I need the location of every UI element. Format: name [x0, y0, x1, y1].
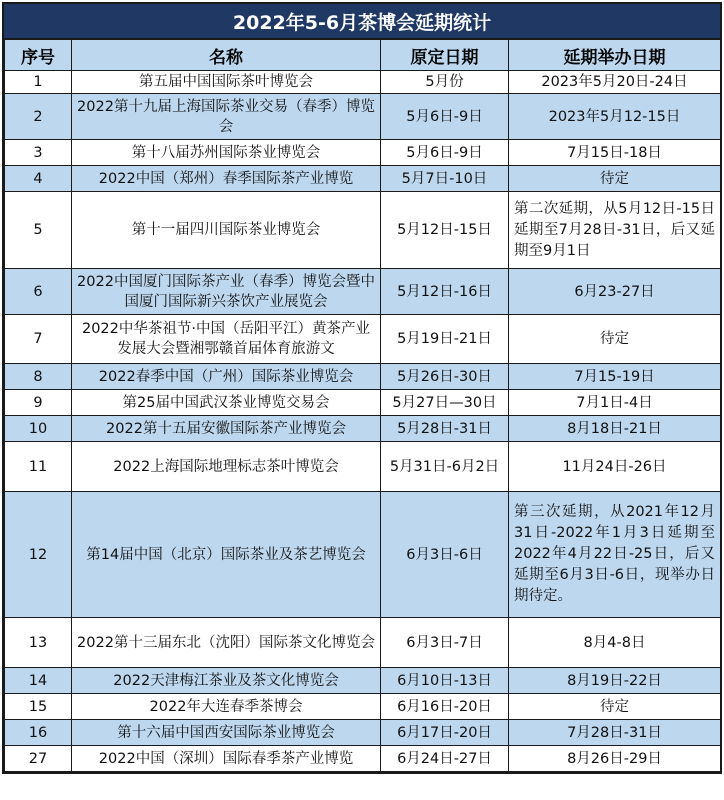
cell-original-date: 5月6日-9日	[381, 94, 509, 140]
table-row	[5, 166, 721, 192]
table-row	[5, 364, 721, 390]
cell-new-date: 待定	[509, 694, 721, 720]
cell-new-date: 2023年5月12-15日	[509, 94, 721, 140]
cell-name: 第五届中国国际茶叶博览会	[72, 71, 381, 94]
table-row	[5, 668, 721, 694]
header-name: 名称	[72, 40, 381, 71]
cell-index: 15	[5, 694, 72, 720]
table-row	[5, 71, 721, 94]
cell-new-date: 11月24日-26日	[509, 442, 721, 492]
table-row	[5, 442, 721, 492]
cell-original-date: 5月26日-30日	[381, 364, 509, 390]
cell-index: 6	[5, 269, 72, 315]
cell-new-date: 待定	[509, 166, 721, 192]
cell-original-date: 5月28日-31日	[381, 416, 509, 442]
cell-name: 第十一届四川国际茶业博览会	[72, 192, 381, 269]
table-row	[5, 618, 721, 668]
cell-new-date: 7月15-19日	[509, 364, 721, 390]
table-row	[5, 720, 721, 746]
cell-index: 27	[5, 746, 72, 772]
cell-name: 2022第十九届上海国际茶业交易（春季）博览会	[72, 94, 381, 140]
cell-original-date: 5月12日-16日	[381, 269, 509, 315]
cell-original-date: 5月27日—30日	[381, 390, 509, 416]
cell-original-date: 6月17日-20日	[381, 720, 509, 746]
cell-new-date: 8月26日-29日	[509, 746, 721, 772]
table-row	[5, 140, 721, 166]
cell-original-date: 5月6日-9日	[381, 140, 509, 166]
cell-index: 14	[5, 668, 72, 694]
cell-name: 2022中国（深圳）国际春季茶产业博览	[72, 746, 381, 772]
cell-index: 16	[5, 720, 72, 746]
table-title: 2022年5-6月茶博会延期统计	[4, 4, 720, 39]
header-new-date: 延期举办日期	[509, 40, 721, 71]
table-row	[5, 416, 721, 442]
cell-original-date: 6月10日-13日	[381, 668, 509, 694]
cell-new-date: 8月4-8日	[509, 618, 721, 668]
cell-name: 2022中国厦门国际茶产业（春季）博览会暨中国厦门国际新兴茶饮产业展览会	[72, 269, 381, 315]
cell-index: 9	[5, 390, 72, 416]
cell-original-date: 5月份	[381, 71, 509, 94]
table-row	[5, 94, 721, 140]
cell-index: 5	[5, 192, 72, 269]
cell-new-date: 8月18日-21日	[509, 416, 721, 442]
postponement-table	[4, 39, 721, 772]
cell-name: 2022中华茶祖节·中国（岳阳平江）黄茶产业发展大会暨湘鄂赣首届体育旅游文	[72, 315, 381, 364]
cell-name: 2022年大连春季茶博会	[72, 694, 381, 720]
cell-index: 11	[5, 442, 72, 492]
cell-index: 3	[5, 140, 72, 166]
table-row	[5, 269, 721, 315]
cell-new-date: 7月28日-31日	[509, 720, 721, 746]
cell-name: 2022中国（郑州）春季国际茶产业博览	[72, 166, 381, 192]
table-row	[5, 694, 721, 720]
cell-name: 2022天津梅江茶业及茶文化博览会	[72, 668, 381, 694]
cell-new-date: 6月23-27日	[509, 269, 721, 315]
cell-new-date: 2023年5月20日-24日	[509, 71, 721, 94]
cell-new-date: 第二次延期，从5月12日-15日延期至7月28日-31日，后又延期至9月1日	[509, 192, 721, 269]
table-row	[5, 492, 721, 618]
cell-index: 2	[5, 94, 72, 140]
cell-name: 2022上海国际地理标志茶叶博览会	[72, 442, 381, 492]
table-row	[5, 746, 721, 772]
table-row	[5, 315, 721, 364]
cell-index: 1	[5, 71, 72, 94]
cell-original-date: 5月7日-10日	[381, 166, 509, 192]
cell-new-date: 7月1日-4日	[509, 390, 721, 416]
table-row	[5, 192, 721, 269]
cell-index: 12	[5, 492, 72, 618]
cell-new-date: 8月19日-22日	[509, 668, 721, 694]
cell-name: 第十六届中国西安国际茶业博览会	[72, 720, 381, 746]
cell-name: 2022第十五届安徽国际茶产业博览会	[72, 416, 381, 442]
cell-original-date: 5月12日-15日	[381, 192, 509, 269]
cell-index: 4	[5, 166, 72, 192]
cell-name: 第14届中国（北京）国际茶业及茶艺博览会	[72, 492, 381, 618]
cell-original-date: 6月24日-27日	[381, 746, 509, 772]
cell-original-date: 5月19日-21日	[381, 315, 509, 364]
header-original-date: 原定日期	[381, 40, 509, 71]
spreadsheet	[2, 2, 722, 774]
cell-index: 13	[5, 618, 72, 668]
cell-original-date: 6月3日-6日	[381, 492, 509, 618]
cell-original-date: 6月16日-20日	[381, 694, 509, 720]
cell-name: 第十八届苏州国际茶业博览会	[72, 140, 381, 166]
header-row	[5, 40, 721, 71]
cell-index: 7	[5, 315, 72, 364]
table-row	[5, 390, 721, 416]
cell-original-date: 5月31日-6月2日	[381, 442, 509, 492]
cell-new-date: 7月15日-18日	[509, 140, 721, 166]
cell-index: 8	[5, 364, 72, 390]
cell-name: 2022春季中国（广州）国际茶业博览会	[72, 364, 381, 390]
cell-name: 2022第十三届东北（沈阳）国际茶文化博览会	[72, 618, 381, 668]
header-index: 序号	[5, 40, 72, 71]
cell-name: 第25届中国武汉茶业博览交易会	[72, 390, 381, 416]
cell-new-date: 第三次延期，从2021年12月31日-2022年1月3日延期至2022年4月22日-25日，后又延期至6月3日-6日，现举办日期待定。	[509, 492, 721, 618]
cell-index: 10	[5, 416, 72, 442]
cell-new-date: 待定	[509, 315, 721, 364]
cell-original-date: 6月3日-7日	[381, 618, 509, 668]
